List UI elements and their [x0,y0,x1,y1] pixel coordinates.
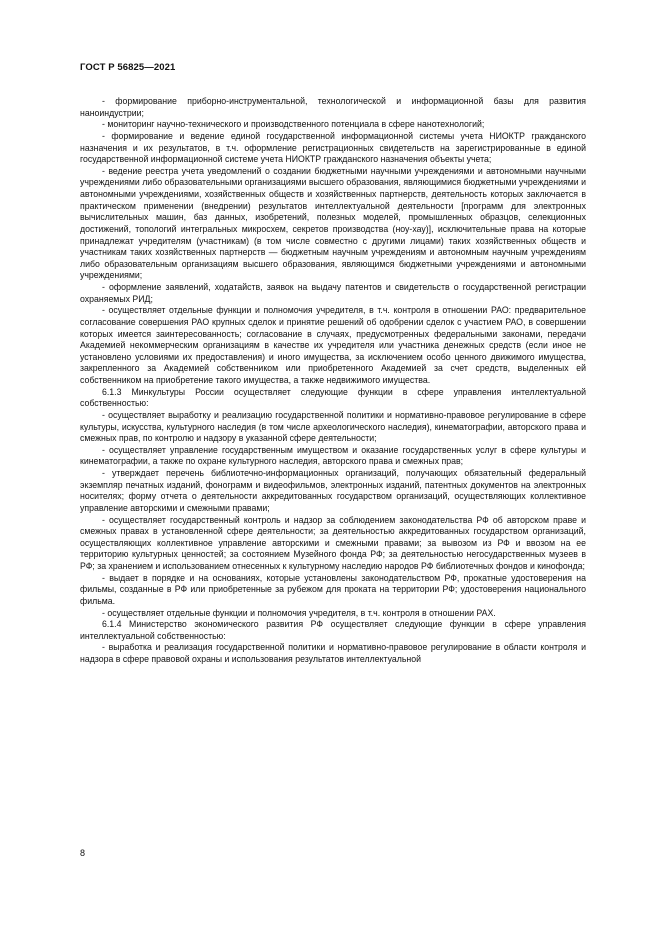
paragraph: - осуществляет отдельные функции и полномочия учредителя, в т.ч. контроля в отношении РАО: предварительное согласование совершения РАО крупных сделок и принятие решений об одобрении сделок с участием РАО, в совершении которых имеется заинтересованность; согласование в случаях, предусмотренных федеральными законами, передачи Академией некоммерческим организациям в качестве их учредителя или участника денежных средств (если иное не установлено условиями их предоставления) и иного имущества, за исключением особо ценного движимого имущества, закрепленного за Академией собственником или приобретенного Академией за счет средств, выделенных ей собственником на приобретение такого имущества, а также недвижимого имущества. [80,305,586,385]
paragraph: - формирование и ведение единой государственной информационной системы учета НИОКТР гражданского назначения и их результатов, в т.ч. оформление регистрационных свидетельств на зарегистрированные в единой государственной информационной системе учета НИОКТР гражданского назначения объекты учета; [80,130,586,165]
document-header: ГОСТ Р 56825—2021 [80,62,176,73]
paragraph: 6.1.3 Минкультуры России осуществляет следующие функции в сфере управления интеллектуальной собственностью: [80,386,586,409]
paragraph: - оформление заявлений, ходатайств, заявок на выдачу патентов и свидетельств о государственной регистрации охраняемых РИД; [80,282,586,304]
document-body [80,96,586,666]
page-number: 8 [80,848,86,858]
paragraph: - формирование приборно-инструментальной, технологической и информационной базы для развития наноиндустрии; [80,96,586,118]
paragraph: - утверждает перечень библиотечно-информационных организаций, получающих обязательный федеральный экземпляр печатных изданий, фонограмм и видеофильмов, электронных изданий, патентных документов на электронных носителях; форму отчета о деятельности аккредитованных государством организаций, осуществляющих коллективное управление авторскими и смежными правами; [80,468,586,513]
paragraph: - осуществляет выработку и реализацию государственной политики и нормативно-правовое регулирование в сфере культуры, искусства, культурного наследия (в том числе археологического наследия), кинематографии, авторского права и смежных прав, по контролю и надзору в указанной сфере деятельности; [80,409,586,444]
paragraph: - выработка и реализация государственной политики и нормативно-правовое регулирование в области контроля и надзора в сфере правовой охраны и использования результатов интеллектуальной [80,642,586,664]
paragraph: 6.1.4 Министерство экономического развития РФ осуществляет следующие функции в сфере управления интеллектуальной собственностью: [80,619,586,641]
paragraph: - ведение реестра учета уведомлений о создании бюджетными научными учреждениями и автономными научными учреждениями либо образовательными организациями высшего образования, являющимися бюджетными учреждениями и автономными учреждениями, хозяйственных обществ и хозяйственных партнерств, деятельность которых заключается в практическом применении (внедрении) результатов интеллектуальной деятельности [программ для электронных вычислительных машин, баз данных, изобретений, полезных моделей, промышленных образцов, селекционных достижений, топологий интегральных микросхем, секретов производства (ноу-хау)], исключительные права на которые принадлежат учредителям (участникам) (в том числе совместно с другими лицами) таких хозяйственных обществ и участникам таких хозяйственных партнерств — бюджетным научным учреждениям и автономным научным учреждениям либо образовательным организациям высшего образования, являющимся бюджетными учреждениями и автономными учреждениями; [80,165,586,281]
paragraph: - мониторинг научно-технического и производственного потенциала в сфере нанотехнологий; [102,119,485,130]
paragraph: - осуществляет управление государственным имуществом и оказание государственных услуг в сфере культуры и кинематографии, а также по охране культурного наследия, авторского права и смежных прав; [80,444,586,467]
paragraph: - выдает в порядке и на основаниях, которые установлены законодательством РФ, прокатные удостоверения на фильмы, созданные в РФ или приобретенные за рубежом для проката на территории РФ; удостоверения национального фильма. [80,572,586,606]
paragraph: - осуществляет государственный контроль и надзор за соблюдением законодательства РФ об авторском праве и смежных правах в установленной сфере деятельности; за деятельностью аккредитованных государством организаций, осуществляющих коллективное управление авторскими и смежными правами; за вывозом из РФ и ввозом на ее территорию культурных ценностей; за состоянием Музейного фонда РФ; за деятельностью негосударственных музеев в РФ; за хранением и использованием отнесенных к культурному наследию народов РФ библиотечных фондов и кинофонда; [80,514,586,571]
paragraph: - осуществляет отдельные функции и полномочия учредителя, в т.ч. контроля в отношении РАХ. [102,607,496,618]
